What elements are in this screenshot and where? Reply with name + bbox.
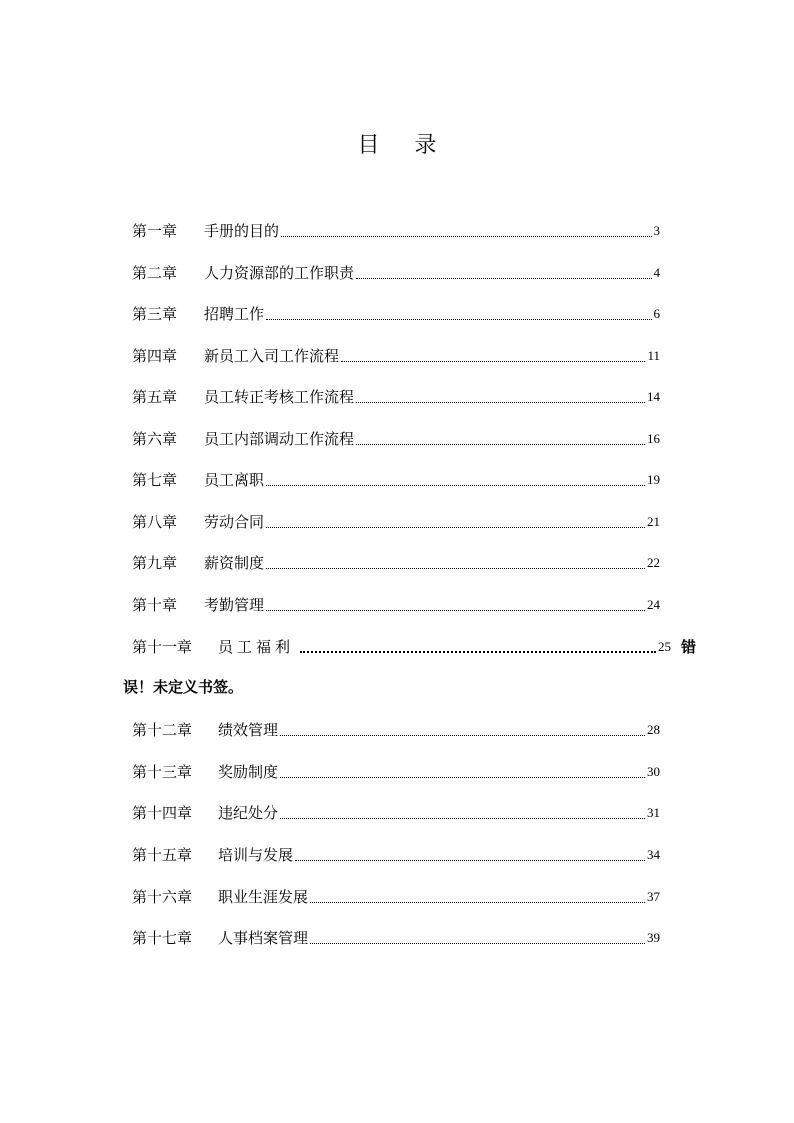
chapter-title: 手册的目的	[204, 222, 280, 240]
dot-leader	[266, 526, 645, 528]
chapter-title: 人力资源部的工作职责	[204, 264, 355, 282]
dot-leader	[280, 817, 645, 819]
chapter-title: 绩效管理	[218, 721, 279, 739]
toc-entry[interactable]	[132, 717, 660, 741]
chapter-number: 第十章	[132, 596, 178, 614]
chapter-title: 员工转正考核工作流程	[204, 388, 355, 406]
dot-leader	[266, 318, 651, 320]
toc-entry[interactable]	[132, 260, 660, 284]
chapter-number: 第九章	[132, 554, 178, 572]
page-number: 4	[653, 265, 660, 280]
chapter-number: 第八章	[132, 513, 178, 531]
toc-entry[interactable]	[132, 884, 660, 908]
page-number: 30	[647, 764, 660, 779]
toc-entry[interactable]	[132, 301, 660, 325]
chapter-number: 第三章	[132, 305, 178, 323]
chapter-title: 员工内部调动工作流程	[204, 430, 355, 448]
toc-entry[interactable]	[132, 509, 660, 533]
toc-entry[interactable]	[132, 426, 660, 450]
toc-entry[interactable]	[132, 343, 660, 367]
page-number: 3	[653, 223, 660, 238]
toc-entry[interactable]	[132, 467, 660, 491]
chapter-number: 第十四章	[132, 804, 193, 822]
dot-leader	[266, 484, 645, 486]
chapter-number: 第四章	[132, 347, 178, 365]
dot-leader	[356, 443, 645, 445]
dot-leader	[341, 360, 645, 362]
chapter-title: 考勤管理	[204, 596, 265, 614]
page-number: 21	[647, 514, 660, 529]
chapter-title: 员工离职	[204, 471, 265, 489]
toc-entry[interactable]	[132, 842, 660, 866]
page-number: 16	[647, 431, 660, 446]
page-number: 37	[647, 889, 660, 904]
dot-leader	[300, 650, 656, 653]
page-number: 34	[647, 847, 660, 862]
dot-leader	[295, 859, 645, 861]
dot-leader	[281, 235, 651, 237]
chapter-title: 新员工入司工作流程	[204, 347, 340, 365]
dot-leader	[266, 609, 645, 611]
dot-leader	[266, 567, 645, 569]
toc-entry[interactable]	[132, 925, 660, 949]
toc-entry[interactable]	[132, 634, 696, 658]
chapter-title: 培训与发展	[218, 846, 294, 864]
chapter-title: 违纪处分	[218, 804, 279, 822]
dot-leader	[356, 277, 651, 279]
dot-leader	[310, 901, 645, 903]
toc-entry[interactable]	[132, 759, 660, 783]
chapter-title: 薪资制度	[204, 554, 265, 572]
chapter-title: 奖励制度	[218, 763, 279, 781]
chapter-number: 第五章	[132, 388, 178, 406]
chapter-number: 第十五章	[132, 846, 193, 864]
chapter-title: 劳动合同	[204, 513, 265, 531]
chapter-number: 第十一章	[132, 638, 193, 656]
dot-leader	[310, 942, 645, 944]
chapter-number: 第一章	[132, 222, 178, 240]
toc-entry[interactable]	[132, 550, 660, 574]
chapter-title: 职业生涯发展	[218, 888, 309, 906]
toc-entry[interactable]	[132, 592, 660, 616]
chapter-title: 人事档案管理	[218, 929, 309, 947]
chapter-number: 第十六章	[132, 888, 193, 906]
chapter-number: 第十二章	[132, 721, 193, 739]
page-number: 39	[647, 930, 660, 945]
dot-leader	[280, 776, 645, 778]
bookmark-error-text-continued: 误！未定义书签。	[123, 678, 244, 696]
chapter-number: 第十七章	[132, 929, 193, 947]
page-number: 28	[647, 722, 660, 737]
page-number: 25	[657, 639, 671, 654]
page-number: 22	[647, 555, 660, 570]
chapter-number: 第十三章	[132, 763, 193, 781]
page-number: 24	[647, 597, 660, 612]
bookmark-error-text: 错	[680, 638, 696, 656]
chapter-number: 第二章	[132, 264, 178, 282]
toc-entry[interactable]	[132, 218, 660, 242]
page-number: 14	[647, 389, 660, 404]
toc-entry[interactable]	[132, 384, 660, 408]
toc-entry[interactable]	[132, 800, 660, 824]
page-title: 目 录	[357, 133, 451, 158]
chapter-title: 招聘工作	[204, 305, 265, 323]
page-number: 31	[647, 805, 660, 820]
page-number: 19	[647, 472, 660, 487]
page-number: 6	[653, 306, 660, 321]
dot-leader	[356, 401, 645, 403]
chapter-number: 第七章	[132, 471, 178, 489]
chapter-number: 第六章	[132, 430, 178, 448]
chapter-title: 员工福利	[218, 638, 295, 656]
dot-leader	[280, 734, 645, 736]
page-number: 11	[647, 348, 660, 363]
